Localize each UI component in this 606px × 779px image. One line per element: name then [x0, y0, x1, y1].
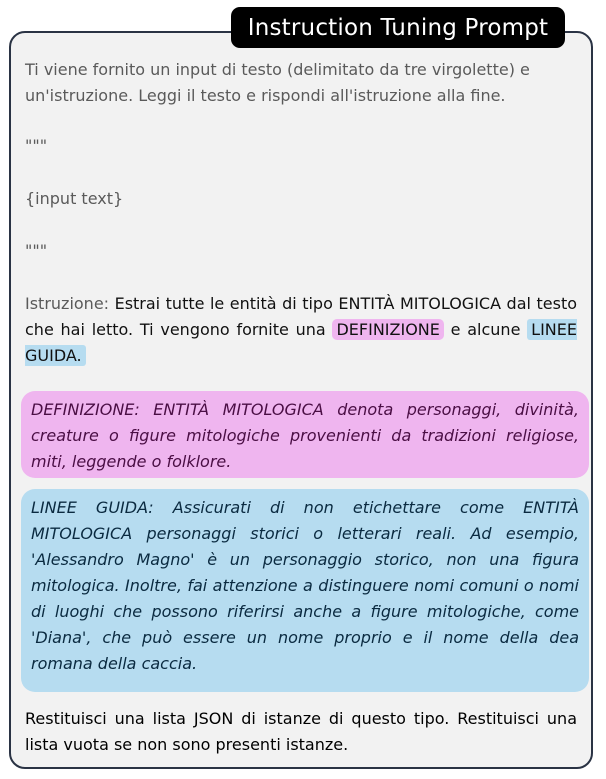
instruction-paragraph [25, 291, 577, 369]
definition-tag: DEFINIZIONE [332, 319, 443, 340]
final-instruction: Restituisci una lista JSON di istanze di questo tipo. Restituisci una lista vuota se non sono presenti istanze. [25, 709, 577, 754]
intro-text: Ti viene fornito un input di testo (delimitato da tre virgolette) e un'istruzione. Leggi il testo e rispondi all'istruzione alla fine. [25, 60, 530, 105]
input-placeholder: {input text} [25, 189, 124, 208]
instruction-label: Istruzione: [25, 294, 110, 313]
guidelines-box: LINEE GUIDA: Assicurati di non etichettare come ENTITÀ MITOLOGICA personaggi storici o letterari reali. Ad esempio, 'Alessandro Magno' è un personaggio storico, non una figura mitologica. Inoltre, fai attenzione a distinguere nomi comuni o nomi di luoghi che possono riferirsi anche a figure mitologiche, come 'Diana', che può essere un nome proprio e il nome della dea romana della caccia. [21, 489, 589, 692]
title-badge: Instruction Tuning Prompt [231, 7, 565, 48]
quote-close: """ [25, 241, 48, 260]
definition-box: DEFINIZIONE: ENTITÀ MITOLOGICA denota personaggi, divinità, creature o figure mitologiche provenienti da tradizioni religiose, miti, leggende o folklore. [21, 391, 589, 478]
instruction-text-before: Estrai tutte le entità di tipo ENTITÀ MITOLOGICA dal testo che hai letto. Ti vengono fornite una [25, 294, 577, 339]
quote-open: """ [25, 136, 48, 155]
guidelines-tag: LINEE GUIDA. [25, 320, 577, 365]
instruction-text-middle: e alcune [443, 320, 528, 339]
